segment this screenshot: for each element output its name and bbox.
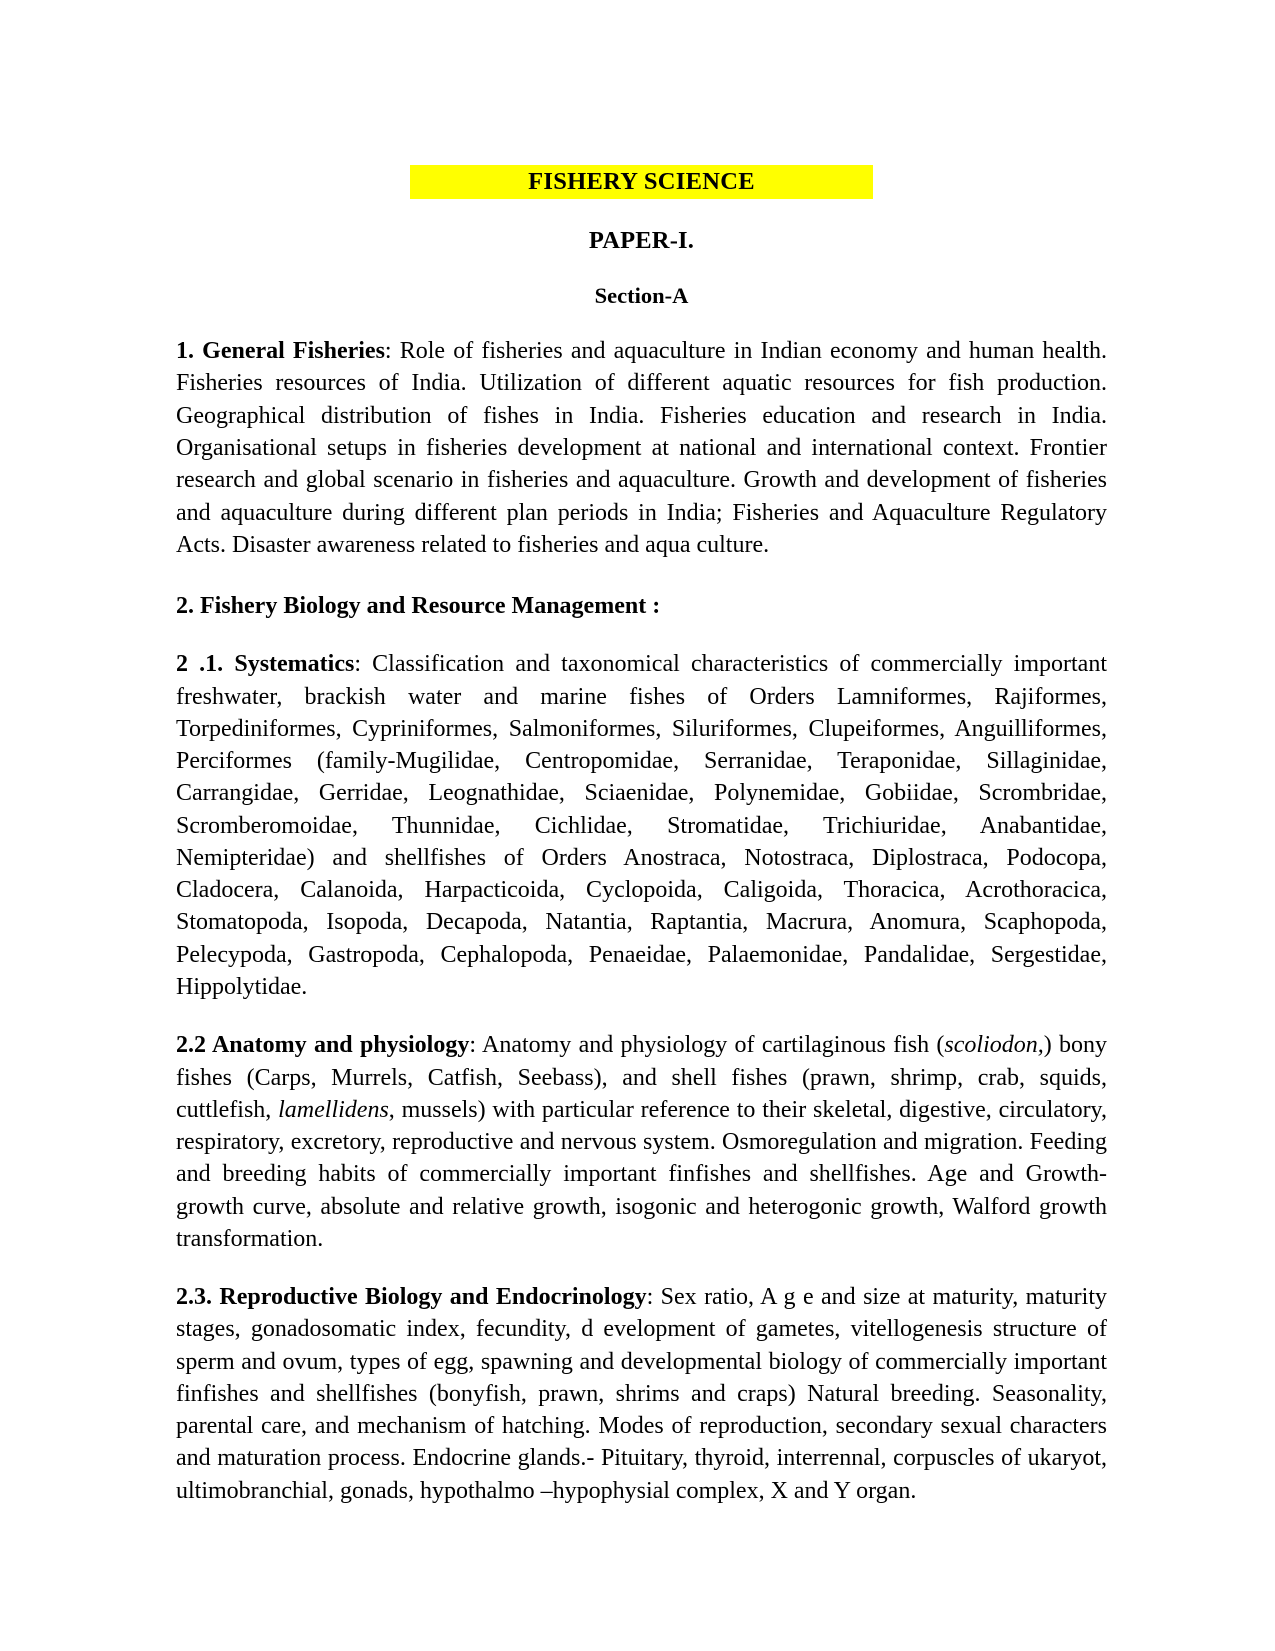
separator-systematics: :: [354, 651, 373, 678]
section-label: Section-A: [594, 283, 689, 309]
separator-anatomy-and-physiology: :: [469, 1032, 482, 1059]
heading-fishery-biology-resource-management: 2. Fishery Biology and Resource Management :: [176, 593, 661, 620]
paragraph-anatomy-and-physiology: [176, 1029, 1107, 1255]
heading-systematics: 2 .1. Systematics: [176, 651, 355, 678]
paragraph-systematics: [176, 648, 1107, 1003]
body-general-fisheries: Role of fisheries and aquaculture in Indian economy and human health. Fisheries resources of India. Utilization of different aquatic resources for fish production. Geographical distribution of fishes in India. Fisheries education and research in India. Organisational setups in fisheries development at national and international context. Frontier research and global scenario in fisheries and aquaculture. Growth and development of fisheries and aquaculture during different plan periods in India; Fisheries and Aquaculture Regulatory Acts. Disaster awareness related to fisheries and aqua culture.: [176, 338, 1108, 558]
paragraph-reproductive-biology: [176, 1281, 1107, 1507]
separator-reproductive-biology: :: [646, 1284, 661, 1311]
body-reproductive-biology: Sex ratio, A g e and size at maturity, maturity stages, gonadosomatic index, fecundity, d evelopment of gametes, vitellogenesis structure of sperm and ovum, types of egg, spawning and developmental biology of commercially important finfishes and shellfishes (bonyfish, prawn, shrims and craps) Natural breeding. Seasonality, parental care, and mechanism of hatching. Modes of reproduction, secondary sexual characters and maturation process. Endocrine glands.- Pituitary, thyroid, interrennal, corpuscles of ukaryot, ultimobranchial, gonads, hypothalmo –hypophysial complex, X and Y organ.: [176, 1284, 1107, 1504]
heading-reproductive-biology: 2.3. Reproductive Biology and Endocrinology: [176, 1284, 647, 1311]
paragraph-general-fisheries: [176, 335, 1107, 561]
document-title-line: [176, 170, 1107, 195]
body-anatomy-part2: ) bony fishes (Carps, Murrels, Catfish, Seebass), and shell fishes (prawn, shrimp, crab, squids, cuttlefish,: [176, 1032, 1108, 1123]
body-anatomy-part3: , mussels) with particular reference to their skeletal, digestive, circulatory, respiratory, excretory, reproductive and nervous system. Osmoregulation and migration. Feeding and breeding habits of commercially important finfishes and shellfishes. Age and Growth-growth curve, absolute and relative growth, isogonic and heterogonic growth, Walford growth transformation.: [176, 1096, 1108, 1252]
italic-lamellidens: lamellidens: [278, 1096, 389, 1123]
heading-general-fisheries: 1. General Fisheries: [176, 338, 385, 365]
heading-anatomy-and-physiology: 2.2 Anatomy and physiology: [176, 1032, 470, 1059]
body-anatomy-part1: Anatomy and physiology of cartilaginous fish (: [481, 1032, 945, 1059]
italic-scoliodon: scoliodon,: [944, 1032, 1044, 1059]
body-systematics: Classification and taxonomical characteristics of commercially important freshwater, brackish water and marine fishes of Orders Lamniformes, Rajiformes, Torpediniformes, Cypriniformes, Salmoniformes, Siluriformes, Clupeiformes, Anguilliformes, Perciformes (family-Mugilidae, Centropomidae, Serranidae, Teraponidae, Sillaginidae, Carrangidae, Gerridae, Leognathidae, Sciaenidae, Polynemidae, Gobiidae, Scrombridae, Scromberomoidae, Thunnidae, Cichlidae, Stromatidae, Trichiuridae, Anabantidae, Nemipteridae) and shellfishes of Orders Anostraca, Notostraca, Diplostraca, Podocopa, Cladocera, Calanoida, Harpacticoida, Cyclopoida, Caligoida, Thoracica, Acrothoracica, Stomatopoda, Isopoda, Decapoda, Natantia, Raptantia, Macrura, Anomura, Scaphopoda, Pelecypoda, Gastropoda, Cephalopoda, Penaeidae, Palaemonidae, Pandalidae, Sergestidae, Hippolytidae.: [176, 651, 1107, 1000]
separator-general-fisheries: :: [384, 338, 400, 365]
document-title: FISHERY SCIENCE: [410, 165, 873, 199]
paper-label: PAPER-I.: [588, 226, 695, 254]
